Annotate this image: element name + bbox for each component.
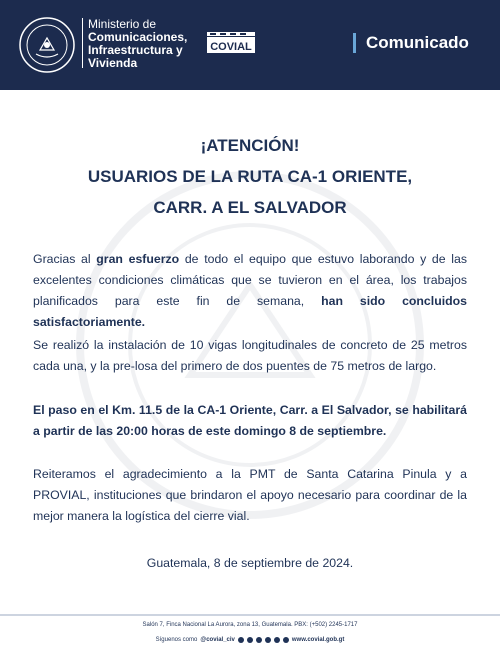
guatemala-seal-icon [18, 16, 76, 74]
document-date: Guatemala, 8 de septiembre de 2024. [146, 556, 354, 570]
footer-handle[interactable]: @covial_civ [200, 637, 235, 643]
p1-text-a: Gracias al [33, 252, 97, 266]
web-icon[interactable] [283, 637, 289, 643]
ministry-line-2: Comunicaciones, [88, 30, 188, 44]
paragraph-acknowledgement: Reiteramos el agradecimiento a la PMT de Santa Catarina Pinula y a PROVIAL, instituciones que brindaron el apoyo necesario para coordinar de la mejor manera la logística del cierre vial. [33, 467, 467, 523]
p1-bold-concluded: han sido concluidos satisfactoriamente. [33, 294, 467, 329]
x-icon[interactable] [256, 637, 262, 643]
paragraph-thanks [33, 249, 467, 333]
heading-road: CARR. A EL SALVADOR [153, 198, 347, 217]
instagram-icon[interactable] [238, 637, 244, 643]
ministry-name [88, 18, 187, 70]
p1-bold-effort: gran esfuerzo [96, 252, 180, 266]
ministry-line-4: Vivienda [88, 56, 138, 70]
footer [0, 614, 500, 652]
facebook-icon[interactable] [247, 637, 253, 643]
comunicado-label: Comunicado [353, 33, 469, 53]
p1-text-c: de todo el equipo que estuvo laborando y de las excelentes condiciones climáticas que se tuvieron en el área, los trabajos planificados para este fin de semana, [33, 252, 467, 308]
tiktok-icon[interactable] [265, 637, 271, 643]
heading-attention: ¡ATENCIÓN! [200, 136, 300, 155]
ministry-line-3: Infraestructura y [88, 43, 183, 57]
ministry-line-1: Ministerio de [88, 17, 157, 31]
covial-logo [206, 31, 256, 57]
footer-website-link[interactable]: www.covial.gob.gt [291, 637, 345, 643]
paragraph-installation: Se realizó la instalación de 10 vigas longitudinales de concreto de 25 metros cada una, y la pre-losa del primero de dos puentes de 75 metros de largo. [33, 338, 467, 373]
paragraph-road-opening: El paso en el Km. 11.5 de la CA-1 Oriente, Carr. a El Salvador, se habilitará a partir de las 20:00 horas de este domingo 8 de septiembre. [33, 403, 467, 438]
covial-logo-text: COVIAL [210, 41, 252, 53]
youtube-icon[interactable] [274, 637, 280, 643]
header-banner [0, 0, 500, 90]
footer-social [156, 637, 345, 643]
ministry-divider [82, 18, 83, 68]
heading-route: USUARIOS DE LA RUTA CA-1 ORIENTE, [87, 167, 413, 186]
footer-address: Salón 7, Finca Nacional La Aurora, zona 13, Guatemala. PBX: (+502) 2245-1717 [142, 622, 358, 628]
footer-follow-label: Síguenos como [155, 637, 198, 643]
